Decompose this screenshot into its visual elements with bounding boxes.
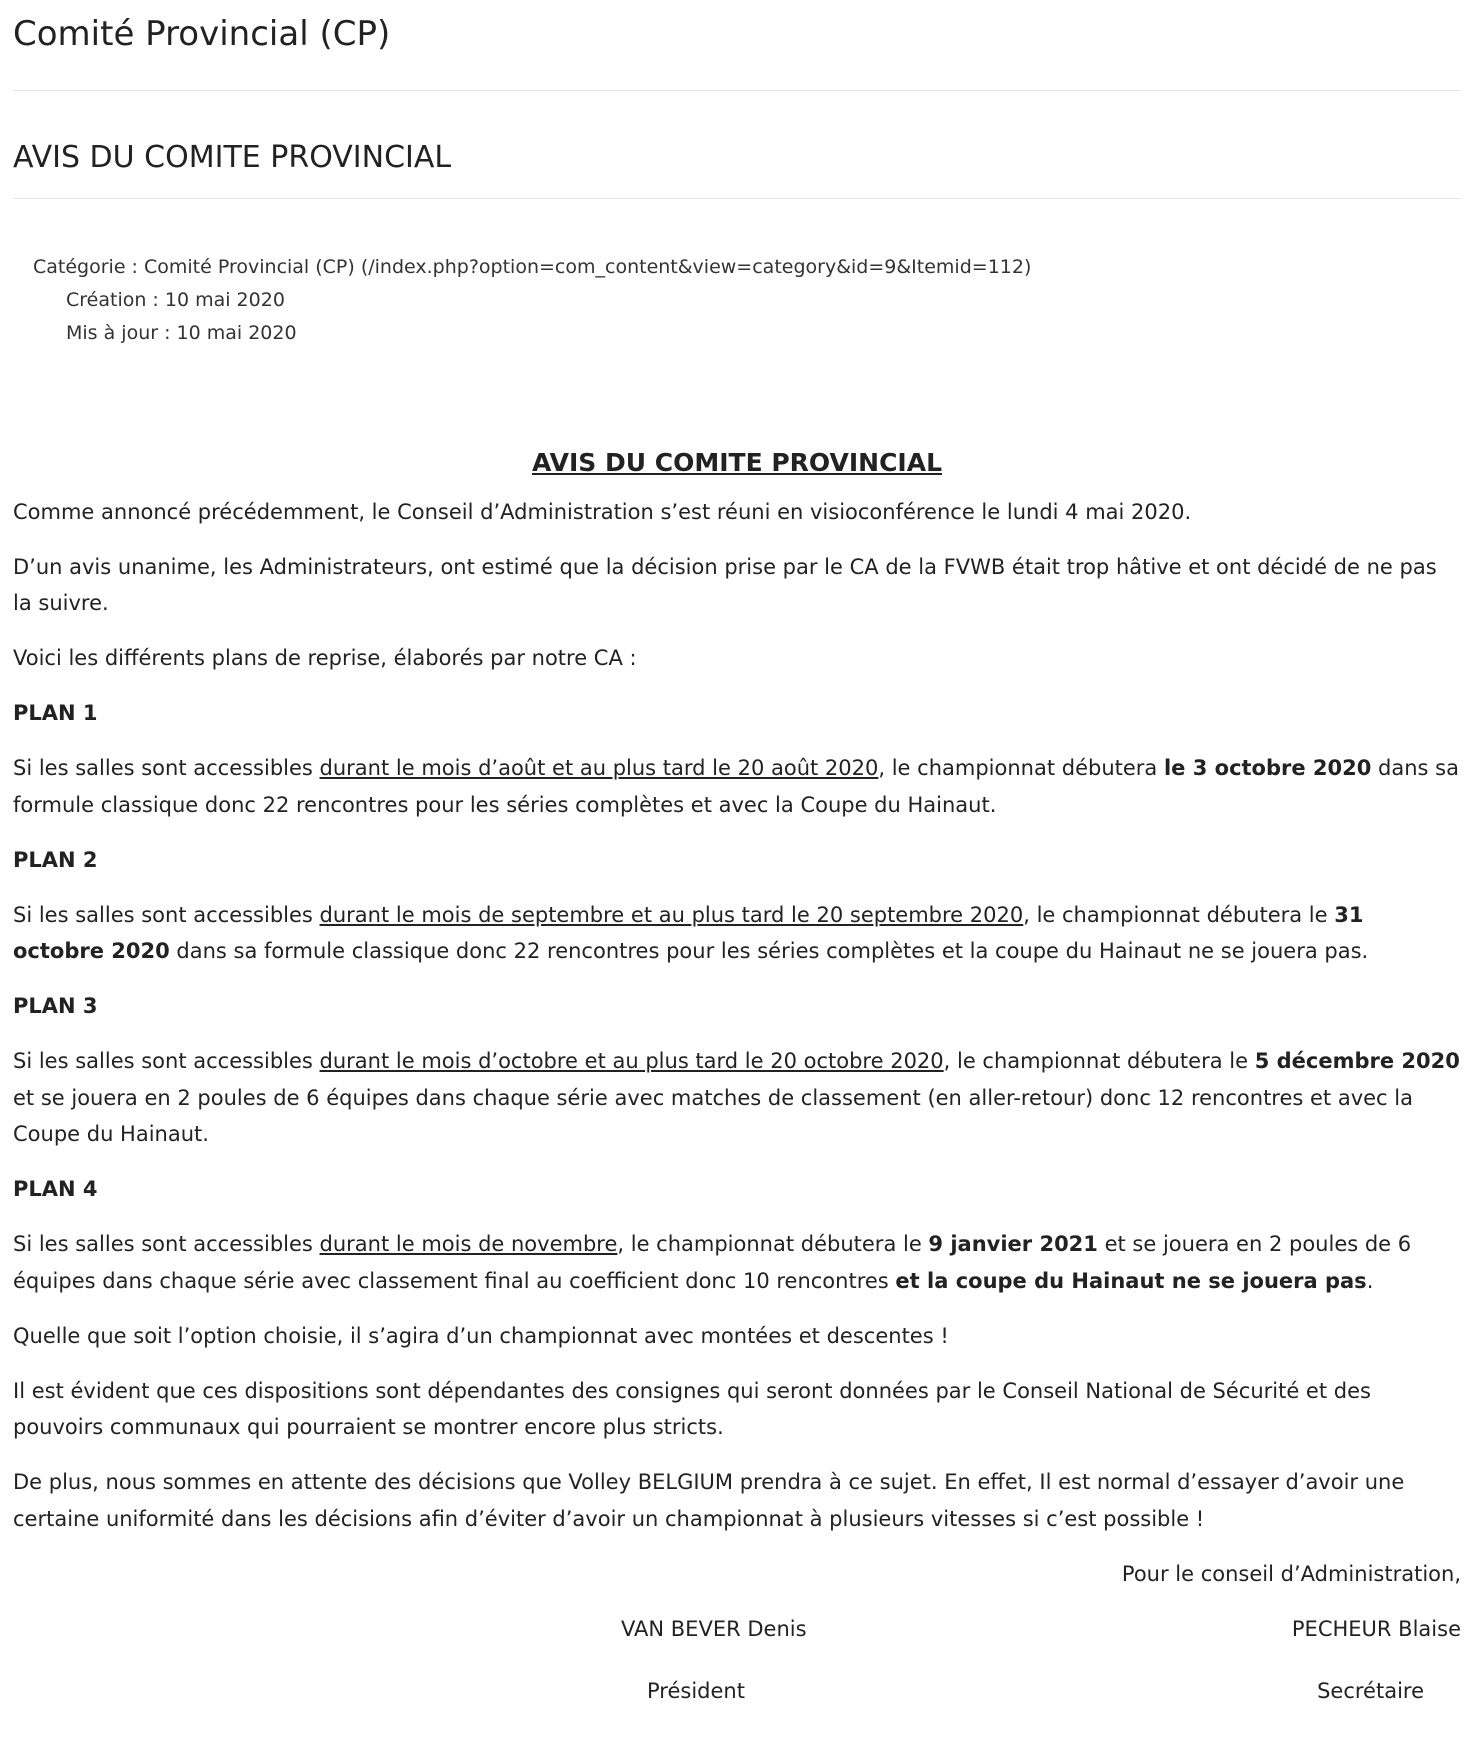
signatory-roles [13,1673,1461,1709]
page-title: Comité Provincial (CP) [13,14,391,54]
president-name: VAN BEVER Denis [621,1616,807,1641]
plan-3-title: PLAN 3 [13,994,98,1018]
plan-2-text: Si les salles sont accessibles durant le mois de septembre et au plus tard le 20 septembre 2020, le championnat débutera le 31 octobre 2020 dans sa formule classique donc 22 rencontres pour les séries complètes et la coupe du Hainaut ne se jouera pas. [13,902,1369,963]
article-heading: AVIS DU COMITE PROVINCIAL [531,448,943,477]
category-value: Comité Provincial (CP) (/index.php?option=com_content&view=category&id=9&Itemid=112) [144,256,1032,278]
paragraph: Comme annoncé précédemment, le Conseil d’Administration s’est réuni en visioconférence le lundi 4 mai 2020. [13,499,1192,524]
plan-4-title: PLAN 4 [13,1177,98,1201]
article-body [13,445,1461,1709]
closing-line: Pour le conseil d’Administration, [1121,1561,1461,1586]
plan-1-title: PLAN 1 [13,701,98,725]
divider [13,90,1461,91]
paragraph: De plus, nous sommes en attente des décisions que Volley BELGIUM prendra à ce sujet. En effet, Il est normal d’essayer d’avoir une certaine uniformité dans les décisions afin d’éviter d’avoir un championnat à plusieurs vitesses si c’est possible ! [13,1470,1405,1531]
secretary-role: Secrétaire [1317,1678,1424,1703]
paragraph: Il est évident que ces dispositions sont dépendantes des consignes qui seront données par le Conseil National de Sécurité et des pouvoirs communaux qui pourraient se montrer encore plus stricts. [13,1378,1371,1439]
created-date: Création : 10 mai 2020 [66,289,285,311]
plan-2-title: PLAN 2 [13,847,98,872]
article-info [33,254,1031,353]
secretary-name: PECHEUR Blaise [1291,1616,1461,1641]
paragraph: Voici les différents plans de reprise, élaborés par notre CA : [13,646,637,670]
category-info [33,254,1031,287]
article-title: AVIS DU COMITE PROVINCIAL [13,140,452,175]
modified-date: Mis à jour : 10 mai 2020 [66,322,297,344]
plan-4-text: Si les salles sont accessibles durant le mois de novembre, le championnat débutera le 9 janvier 2021 et se jouera en 2 poules de 6 équipes dans chaque série avec classement final au coefficient donc 10 rencontres et la coupe du Hainaut ne se jouera pas. [13,1232,1412,1293]
signatory-names [13,1611,1461,1647]
president-role: Président [647,1678,745,1703]
divider [13,198,1461,199]
category-label: Catégorie : [33,256,144,278]
paragraph: D’un avis unanime, les Administrateurs, ont estimé que la décision prise par le CA de la FVWB était trop hâtive et ont décidé de ne pas la suivre. [13,554,1437,615]
paragraph: Quelle que soit l’option choisie, il s’agira d’un championnat avec montées et descentes ! [13,1323,949,1348]
plan-3-text: Si les salles sont accessibles durant le mois d’octobre et au plus tard le 20 octobre 2020, le championnat débutera le 5 décembre 2020 et se jouera en 2 poules de 6 équipes dans chaque série avec matches de classement (en aller-retour) donc 12 rencontres et avec la Coupe du Hainaut. [13,1049,1460,1146]
plan-1-text: Si les salles sont accessibles durant le mois d’août et au plus tard le 20 août 2020, le championnat débutera le 3 octobre 2020 dans sa formule classique donc 22 rencontres pour les séries complètes et avec la Coupe du Hainaut. [13,756,1459,817]
